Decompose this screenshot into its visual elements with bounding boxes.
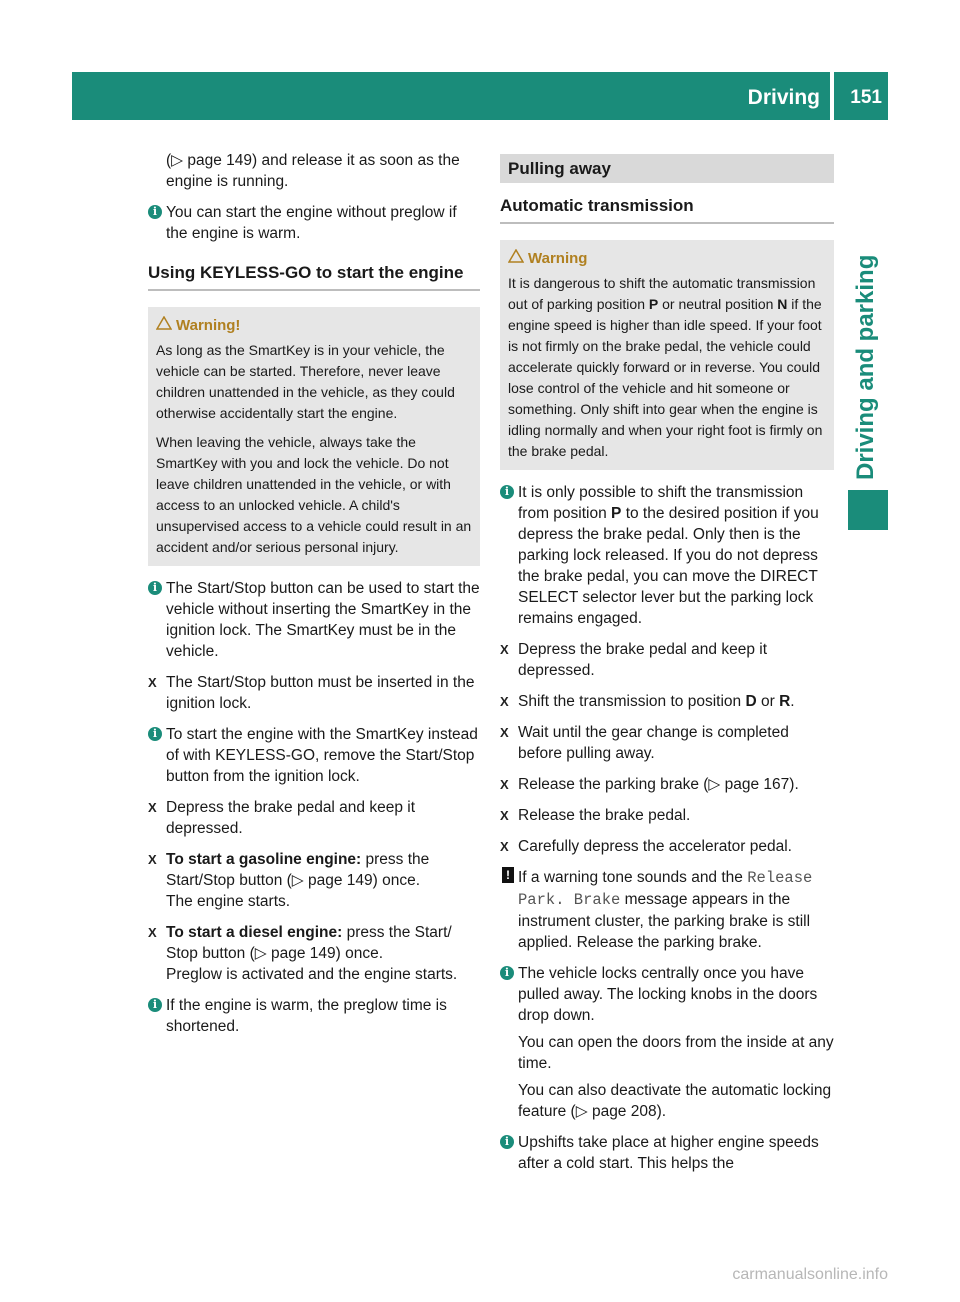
warning-text: As long as the SmartKey is in your vehicle, the vehicle can be started. Therefore, never leave children unattended in the vehicle, as they could otherwise accidentally start the engine.	[156, 342, 455, 421]
right-column	[500, 150, 834, 1184]
exclamation-icon: !	[502, 867, 514, 883]
instruction-step	[500, 722, 834, 764]
watermark: carmanualsonline.info	[732, 1266, 888, 1283]
instruction-step	[148, 672, 480, 714]
step-text: press the Start/ Stop button (▷ page 149) once.	[166, 924, 452, 962]
warning-title: Warning	[528, 250, 588, 267]
step-result: Preglow is activated and the engine starts.	[166, 966, 458, 983]
instruction-step	[148, 797, 480, 839]
info-text: You can open the doors from the inside at any time.	[518, 1034, 834, 1072]
warning-header	[508, 248, 826, 269]
step-result: The engine starts.	[166, 893, 291, 910]
instruction-step	[500, 805, 834, 826]
text-run: message appears in the instrument cluster, the parking brake is still applied. Release the parking brake.	[518, 891, 811, 951]
page-header	[72, 72, 888, 120]
header-title: Driving	[747, 86, 820, 109]
info-icon: i	[500, 966, 514, 980]
section-heading: Using KEYLESS-GO to start the engine	[148, 262, 480, 291]
step-text: Depress the brake pedal and keep it depressed.	[166, 799, 416, 837]
info-text: You can start the engine without preglow if the engine is warm.	[166, 204, 457, 242]
page-number: 151	[850, 87, 882, 108]
warning-text: When leaving the vehicle, always take the SmartKey with you and lock the vehicle. Do not leave children unattended in the vehicle, or with access to an unlocked vehicle. A child's unsupervised access to a vehicle could result in an accident and/or serious personal injury.	[156, 434, 472, 555]
info-text: To start the engine with the SmartKey instead of with KEYLESS-GO, remove the Start/Stop button from the ignition lock.	[166, 726, 478, 785]
info-text: Upshifts take place at higher engine speeds after a cold start. This helps the	[518, 1134, 819, 1172]
text-run: R	[779, 693, 791, 710]
info-icon: i	[148, 998, 162, 1012]
text-run: P	[611, 505, 622, 522]
info-note	[148, 202, 480, 244]
warning-triangle-icon	[508, 249, 524, 263]
paragraph: (▷ page 149) and release it as soon as the engine is running.	[166, 152, 460, 190]
text-run: .	[790, 693, 795, 710]
text-run: If a warning tone sounds and the	[518, 869, 748, 886]
arrow-bullet-icon: X	[500, 725, 509, 740]
arrow-bullet-icon: X	[148, 925, 157, 940]
warning-header	[156, 315, 472, 336]
step-text: Wait until the gear change is completed before pulling away.	[518, 724, 789, 762]
step-text: The Start/Stop button must be inserted in the ignition lock.	[166, 674, 475, 712]
info-text: If the engine is warm, the preglow time is shortened.	[166, 997, 447, 1035]
info-note	[500, 1132, 834, 1174]
step-text: Depress the brake pedal and keep it depressed.	[518, 641, 768, 679]
text-run: to the desired position if you depress the brake pedal. Only then is the parking lock released. If you do not depress the brake pedal, you can move the DIRECT SELECT selector lever but the parking lock remains engaged.	[518, 505, 819, 627]
arrow-bullet-icon: X	[500, 808, 509, 823]
warning-text	[508, 273, 826, 462]
info-note	[500, 963, 834, 1122]
instruction-step	[500, 691, 834, 712]
step-bold: To start a diesel engine:	[166, 924, 343, 941]
warning-triangle-icon	[156, 316, 172, 330]
info-icon: i	[500, 485, 514, 499]
text-run: D	[745, 693, 757, 710]
info-note	[500, 482, 834, 629]
arrow-bullet-icon: X	[500, 839, 509, 854]
instruction-step	[500, 639, 834, 681]
info-note	[148, 578, 480, 662]
text-run: Shift the transmission to position	[518, 693, 746, 710]
info-text: The Start/Stop button can be used to start the vehicle without inserting the SmartKey in the ignition lock. The SmartKey must be in the vehicle.	[166, 580, 480, 660]
header-divider	[830, 72, 834, 120]
arrow-bullet-icon: X	[148, 852, 157, 867]
display-message: Release Park. Brake	[518, 869, 813, 909]
arrow-bullet-icon: X	[500, 777, 509, 792]
warning-box	[148, 307, 480, 566]
arrow-bullet-icon: X	[148, 675, 157, 690]
text-run: or neutral position	[658, 296, 778, 312]
instruction-step	[500, 836, 834, 857]
step-text: Carefully depress the accelerator pedal.	[518, 838, 792, 855]
info-text: The vehicle locks centrally once you have pulled away. The locking knobs in the doors drop down.	[518, 965, 818, 1024]
side-tab-block	[848, 490, 888, 530]
text-run: P	[648, 296, 659, 312]
text-run: N	[777, 296, 788, 312]
section-title: Pulling away	[500, 154, 834, 183]
step-text: Release the brake pedal.	[518, 807, 691, 824]
warning-box	[500, 240, 834, 470]
step-text: press the Start/Stop button (▷ page 149) once.	[166, 851, 430, 889]
left-column	[148, 150, 480, 1047]
caution-note	[500, 867, 834, 953]
side-tab-label: Driving and parking	[852, 254, 879, 480]
info-icon: i	[148, 205, 162, 219]
instruction-step	[148, 849, 480, 912]
text-run: It is dangerous to shift the automatic transmission out of parking position	[508, 275, 816, 312]
info-icon: i	[500, 1135, 514, 1149]
step-bold: To start a gasoline engine:	[166, 851, 362, 868]
info-text: You can also deactivate the automatic locking feature (▷ page 208).	[518, 1082, 832, 1120]
arrow-bullet-icon: X	[500, 694, 509, 709]
info-note	[148, 724, 480, 787]
text-run: or	[756, 693, 780, 710]
step-text: Release the parking brake (▷ page 167).	[518, 776, 799, 793]
arrow-bullet-icon: X	[500, 642, 509, 657]
info-note	[148, 995, 480, 1037]
warning-title: Warning!	[176, 317, 241, 334]
instruction-step	[500, 774, 834, 795]
section-heading: Automatic transmission	[500, 195, 834, 224]
text-run: if the engine speed is higher than idle speed. If your foot is not firmly on the brake pedal, the vehicle could accelerate quickly forward or in reverse. You could lose control of the vehicle and hit someone or something. Only shift into gear when the engine is idling normally and when your right foot is firmly on the brake pedal.	[508, 296, 823, 459]
info-icon: i	[148, 581, 162, 595]
instruction-step	[148, 922, 480, 985]
text-run: It is only possible to shift the transmission from position	[518, 484, 804, 522]
info-icon: i	[148, 727, 162, 741]
arrow-bullet-icon: X	[148, 800, 157, 815]
